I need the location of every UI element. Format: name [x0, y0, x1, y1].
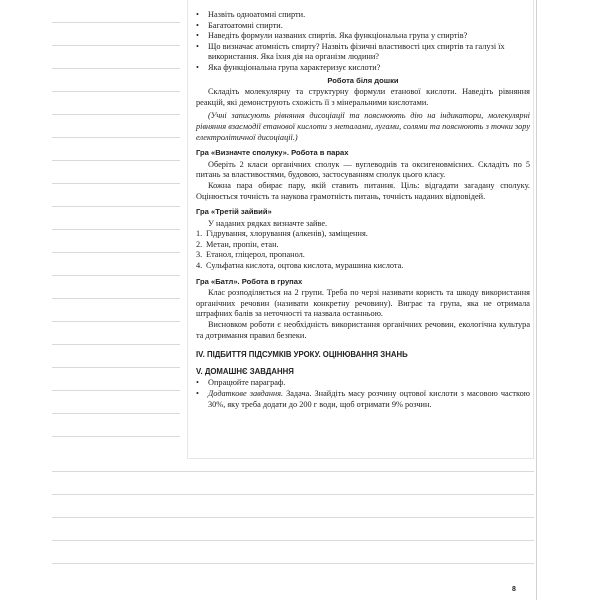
lesson-content	[196, 10, 530, 410]
margin-rule	[536, 0, 537, 600]
ruled-line	[52, 114, 180, 115]
ruled-line	[52, 298, 180, 299]
list-item: 1. Гідрування, хлорування (алкенів), заміщення.	[196, 229, 368, 239]
ruled-line	[52, 321, 180, 322]
board-heading: Робота біля дошки	[327, 75, 399, 85]
section-summary-heading: IV. ПІДБИТТЯ ПІДСУМКІВ УРОКУ. ОЦІНЮВАННЯ ЗНАНЬ	[196, 350, 408, 360]
game1-heading: Гра «Визначте сполуку». Робота в парах	[196, 148, 349, 158]
list-item: 2. Метан, пропін, етан.	[196, 239, 279, 249]
game2-intro: У наданих рядках визначте зайве.	[208, 218, 328, 228]
game1-p2: Кожна пара обирає пару, якій ставить питання. Ціль: відгадати загадану сполуку. Оцінюється точність та наукова грамотність питань, точність наданих відповідей.	[196, 180, 530, 201]
board-text: Складіть молекулярну та структурну формули етанової кислоти. Наведіть рівняння реакцій, які демонструють схожість її з мінеральними кислотами.	[196, 87, 530, 107]
ruled-line	[52, 494, 534, 495]
ruled-line	[52, 413, 180, 414]
section-homework-heading: V. ДОМАШНЄ ЗАВДАННЯ	[196, 366, 294, 376]
question-item: • Назвіть одноатомні спирти.	[196, 10, 306, 19]
question-item: • Наведіть формули названих спиртів. Яка функціональна група у спиртів?	[196, 31, 468, 41]
ruled-line	[52, 344, 180, 345]
ruled-line	[52, 206, 180, 207]
ruled-line	[52, 22, 180, 23]
ruled-line	[52, 229, 180, 230]
ruled-line	[52, 540, 534, 541]
ruled-line	[52, 471, 534, 472]
ruled-line	[52, 91, 180, 92]
ruled-line	[52, 160, 180, 161]
ruled-line	[52, 183, 180, 184]
ruled-line	[52, 275, 180, 276]
board-note: (Учні записують рівняння дисоціації та пояснюють дію на індикатори, молекулярні рівняння взаємодії етанової кислоти з металами, лугами, солями та пояснюють з точки зору електролітичної дисоціації.)	[196, 111, 530, 142]
homework-item: • Опрацюйте параграф.	[196, 378, 286, 388]
question-item: • Яка функціональна група характеризує кислоти?	[196, 62, 381, 72]
question-item: • Багатоатомні спирти.	[196, 20, 283, 30]
ruled-line	[52, 68, 180, 69]
ruled-line	[52, 436, 180, 437]
ruled-line	[52, 137, 180, 138]
ruled-line	[52, 390, 180, 391]
game2-heading: Гра «Третій зайвий»	[196, 207, 272, 217]
ruled-line	[52, 517, 534, 518]
ruled-line	[52, 563, 534, 564]
list-item: 4. Сульфатна кислота, оцтова кислота, мурашина кислота.	[196, 261, 404, 271]
list-item: 3. Етанол, гліцерол, пропанол.	[196, 250, 305, 260]
question-item: • Що визначає атомність спирту? Назвіть фізичні властивості цих спиртів та галузі їх використання. Яка їхня дія на організм людини?	[196, 41, 505, 62]
ruled-line	[52, 45, 180, 46]
game3-p1: Клас розподіляється на 2 групи. Треба по черзі називати користь та шкоду використання органічних речовин (називати конкретну речовину). Виграє та група, яка не отримала штрафних балів за неточності та назвала останньою.	[196, 288, 530, 319]
ruled-line	[52, 252, 180, 253]
ruled-line	[52, 367, 180, 368]
page-number: 8	[512, 586, 516, 593]
game1-p1: Оберіть 2 класи органічних сполук — вуглеводнів та оксигеновмісних. Складіть по 5 питань за властивостями, будовою, застосуванням сполук цього класу.	[196, 159, 530, 180]
game3-p2: Висновком роботи є необхідність використання органічних речовин, екологічна культура та дотримання правил безпеки.	[196, 320, 530, 340]
game3-heading: Гра «Батл». Робота в групах	[196, 276, 303, 286]
homework-item: • Додаткове завдання. Задача. Знайдіть масу розчину оцтової кислоти з масовою часткою 30%, яку треба додати до 200 г води, щоб отримати 9% розчин.	[196, 389, 530, 409]
